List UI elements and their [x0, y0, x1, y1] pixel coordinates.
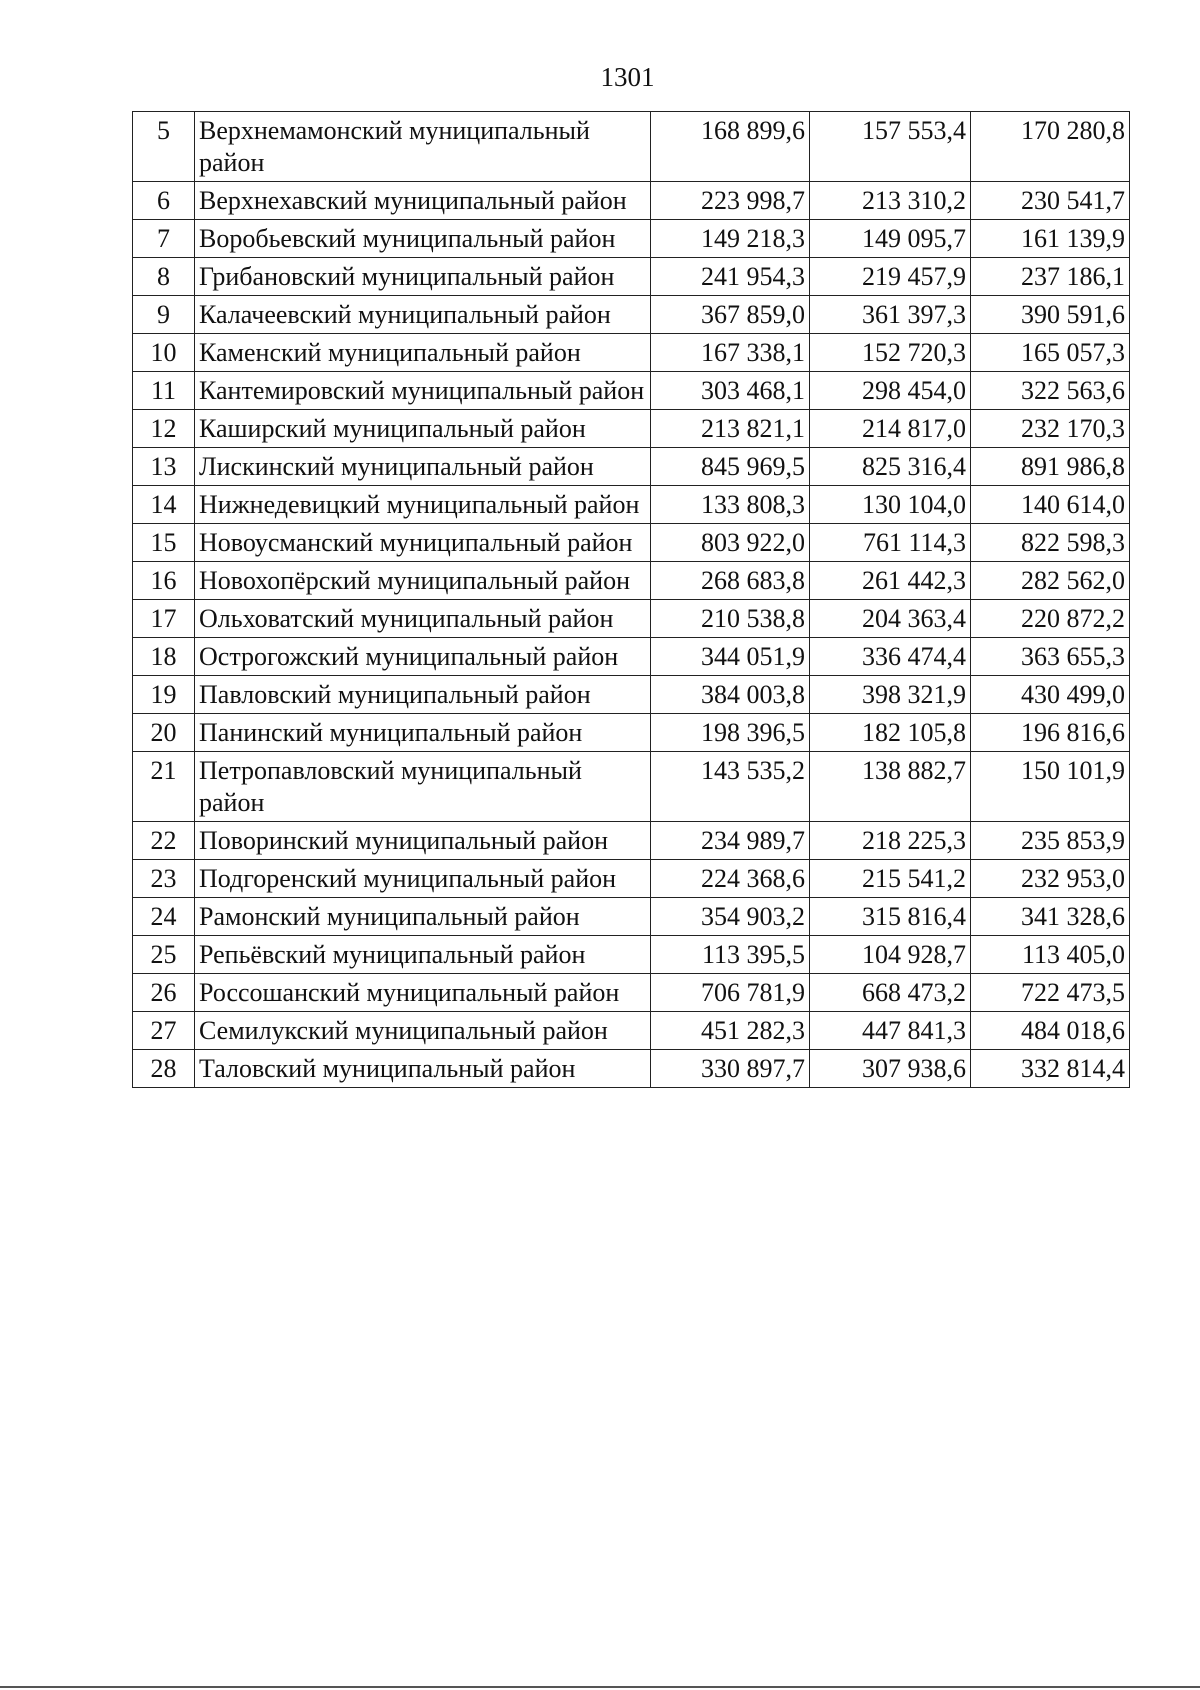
table-row — [133, 676, 1130, 714]
table-row — [133, 562, 1130, 600]
district-name-cell: Подгоренский муниципальный район — [195, 860, 651, 898]
row-number-cell: 8 — [133, 258, 195, 296]
value-cell-2: 336 474,4 — [810, 638, 971, 676]
value-cell-1: 113 395,5 — [651, 936, 810, 974]
value-cell-2: 104 928,7 — [810, 936, 971, 974]
row-number-cell: 19 — [133, 676, 195, 714]
row-number-cell: 6 — [133, 182, 195, 220]
table-row — [133, 974, 1130, 1012]
row-number-cell: 17 — [133, 600, 195, 638]
value-cell-3: 165 057,3 — [971, 334, 1130, 372]
table-row — [133, 822, 1130, 860]
row-number-cell: 18 — [133, 638, 195, 676]
value-cell-1: 451 282,3 — [651, 1012, 810, 1050]
value-cell-3: 230 541,7 — [971, 182, 1130, 220]
district-name-cell: Семилукский муниципальный район — [195, 1012, 651, 1050]
value-cell-2: 215 541,2 — [810, 860, 971, 898]
value-cell-1: 143 535,2 — [651, 752, 810, 822]
row-number-cell: 9 — [133, 296, 195, 334]
table-row — [133, 936, 1130, 974]
value-cell-2: 157 553,4 — [810, 112, 971, 182]
value-cell-3: 891 986,8 — [971, 448, 1130, 486]
district-name-cell: Таловский муниципальный район — [195, 1050, 651, 1088]
value-cell-1: 268 683,8 — [651, 562, 810, 600]
district-name-cell: Лискинский муниципальный район — [195, 448, 651, 486]
value-cell-1: 198 396,5 — [651, 714, 810, 752]
value-cell-1: 213 821,1 — [651, 410, 810, 448]
value-cell-1: 384 003,8 — [651, 676, 810, 714]
value-cell-1: 224 368,6 — [651, 860, 810, 898]
district-name-cell: Кантемировский муниципальный район — [195, 372, 651, 410]
row-number-cell: 25 — [133, 936, 195, 974]
value-cell-2: 307 938,6 — [810, 1050, 971, 1088]
page-number: 1301 — [600, 62, 655, 92]
value-cell-3: 235 853,9 — [971, 822, 1130, 860]
district-name-cell: Каменский муниципальный район — [195, 334, 651, 372]
table-row — [133, 258, 1130, 296]
row-number-cell: 26 — [133, 974, 195, 1012]
value-cell-1: 303 468,1 — [651, 372, 810, 410]
value-cell-3: 322 563,6 — [971, 372, 1130, 410]
value-cell-2: 761 114,3 — [810, 524, 971, 562]
value-cell-3: 113 405,0 — [971, 936, 1130, 974]
table-row — [133, 372, 1130, 410]
row-number-cell: 5 — [133, 112, 195, 182]
value-cell-1: 133 808,3 — [651, 486, 810, 524]
value-cell-1: 223 998,7 — [651, 182, 810, 220]
district-name-cell: Острогожский муниципальный район — [195, 638, 651, 676]
value-cell-3: 220 872,2 — [971, 600, 1130, 638]
district-name-cell: Верхнемамонский муниципальный район — [195, 112, 651, 182]
table-body — [133, 112, 1130, 1088]
table-row — [133, 334, 1130, 372]
row-number-cell: 15 — [133, 524, 195, 562]
footer-rule — [0, 1686, 1200, 1688]
budget-table — [132, 111, 1130, 1088]
table-row — [133, 410, 1130, 448]
value-cell-3: 430 499,0 — [971, 676, 1130, 714]
table-row — [133, 860, 1130, 898]
value-cell-2: 214 817,0 — [810, 410, 971, 448]
district-name-cell: Грибановский муниципальный район — [195, 258, 651, 296]
value-cell-3: 232 953,0 — [971, 860, 1130, 898]
value-cell-2: 130 104,0 — [810, 486, 971, 524]
value-cell-1: 803 922,0 — [651, 524, 810, 562]
row-number-cell: 12 — [133, 410, 195, 448]
district-name-cell: Поворинский муниципальный район — [195, 822, 651, 860]
district-name-cell: Ольховатский муниципальный район — [195, 600, 651, 638]
value-cell-1: 330 897,7 — [651, 1050, 810, 1088]
value-cell-1: 210 538,8 — [651, 600, 810, 638]
district-name-cell: Калачеевский муниципальный район — [195, 296, 651, 334]
value-cell-3: 363 655,3 — [971, 638, 1130, 676]
value-cell-2: 182 105,8 — [810, 714, 971, 752]
district-name-cell: Рамонский муниципальный район — [195, 898, 651, 936]
value-cell-2: 204 363,4 — [810, 600, 971, 638]
value-cell-2: 152 720,3 — [810, 334, 971, 372]
value-cell-3: 150 101,9 — [971, 752, 1130, 822]
district-name-cell: Верхнехавский муниципальный район — [195, 182, 651, 220]
table-row — [133, 638, 1130, 676]
value-cell-3: 484 018,6 — [971, 1012, 1130, 1050]
value-cell-2: 398 321,9 — [810, 676, 971, 714]
row-number-cell: 24 — [133, 898, 195, 936]
district-name-cell: Воробьевский муниципальный район — [195, 220, 651, 258]
district-name-cell: Новоусманский муниципальный район — [195, 524, 651, 562]
row-number-cell: 14 — [133, 486, 195, 524]
value-cell-3: 196 816,6 — [971, 714, 1130, 752]
table-row — [133, 220, 1130, 258]
district-name-cell: Нижнедевицкий муниципальный район — [195, 486, 651, 524]
table-row — [133, 112, 1130, 182]
district-name-cell: Павловский муниципальный район — [195, 676, 651, 714]
value-cell-2: 668 473,2 — [810, 974, 971, 1012]
district-name-cell: Каширский муниципальный район — [195, 410, 651, 448]
table-row — [133, 486, 1130, 524]
row-number-cell: 28 — [133, 1050, 195, 1088]
table-row — [133, 182, 1130, 220]
value-cell-2: 315 816,4 — [810, 898, 971, 936]
row-number-cell: 23 — [133, 860, 195, 898]
value-cell-2: 825 316,4 — [810, 448, 971, 486]
row-number-cell: 20 — [133, 714, 195, 752]
value-cell-2: 261 442,3 — [810, 562, 971, 600]
row-number-cell: 22 — [133, 822, 195, 860]
value-cell-3: 282 562,0 — [971, 562, 1130, 600]
row-number-cell: 27 — [133, 1012, 195, 1050]
value-cell-3: 140 614,0 — [971, 486, 1130, 524]
value-cell-1: 234 989,7 — [651, 822, 810, 860]
value-cell-2: 361 397,3 — [810, 296, 971, 334]
value-cell-3: 161 139,9 — [971, 220, 1130, 258]
table-row — [133, 898, 1130, 936]
row-number-cell: 10 — [133, 334, 195, 372]
value-cell-2: 447 841,3 — [810, 1012, 971, 1050]
value-cell-1: 168 899,6 — [651, 112, 810, 182]
table-row — [133, 1012, 1130, 1050]
table-row — [133, 296, 1130, 334]
district-name-cell: Новохопёрский муниципальный район — [195, 562, 651, 600]
value-cell-1: 344 051,9 — [651, 638, 810, 676]
value-cell-2: 138 882,7 — [810, 752, 971, 822]
row-number-cell: 21 — [133, 752, 195, 822]
value-cell-1: 149 218,3 — [651, 220, 810, 258]
district-name-cell: Петропавловский муниципальный район — [195, 752, 651, 822]
row-number-cell: 11 — [133, 372, 195, 410]
value-cell-1: 367 859,0 — [651, 296, 810, 334]
value-cell-2: 149 095,7 — [810, 220, 971, 258]
table-row — [133, 1050, 1130, 1088]
district-name-cell: Россошанский муниципальный район — [195, 974, 651, 1012]
district-name-cell: Репьёвский муниципальный район — [195, 936, 651, 974]
value-cell-1: 845 969,5 — [651, 448, 810, 486]
value-cell-3: 332 814,4 — [971, 1050, 1130, 1088]
value-cell-3: 722 473,5 — [971, 974, 1130, 1012]
value-cell-1: 167 338,1 — [651, 334, 810, 372]
value-cell-1: 706 781,9 — [651, 974, 810, 1012]
table-row — [133, 524, 1130, 562]
row-number-cell: 16 — [133, 562, 195, 600]
row-number-cell: 7 — [133, 220, 195, 258]
value-cell-2: 298 454,0 — [810, 372, 971, 410]
value-cell-1: 354 903,2 — [651, 898, 810, 936]
table-row — [133, 714, 1130, 752]
value-cell-3: 237 186,1 — [971, 258, 1130, 296]
value-cell-2: 218 225,3 — [810, 822, 971, 860]
table-row — [133, 448, 1130, 486]
row-number-cell: 13 — [133, 448, 195, 486]
value-cell-3: 390 591,6 — [971, 296, 1130, 334]
value-cell-3: 232 170,3 — [971, 410, 1130, 448]
value-cell-2: 219 457,9 — [810, 258, 971, 296]
value-cell-2: 213 310,2 — [810, 182, 971, 220]
district-name-cell: Панинский муниципальный район — [195, 714, 651, 752]
table-row — [133, 600, 1130, 638]
value-cell-3: 341 328,6 — [971, 898, 1130, 936]
value-cell-3: 170 280,8 — [971, 112, 1130, 182]
table-row — [133, 752, 1130, 822]
value-cell-3: 822 598,3 — [971, 524, 1130, 562]
value-cell-1: 241 954,3 — [651, 258, 810, 296]
